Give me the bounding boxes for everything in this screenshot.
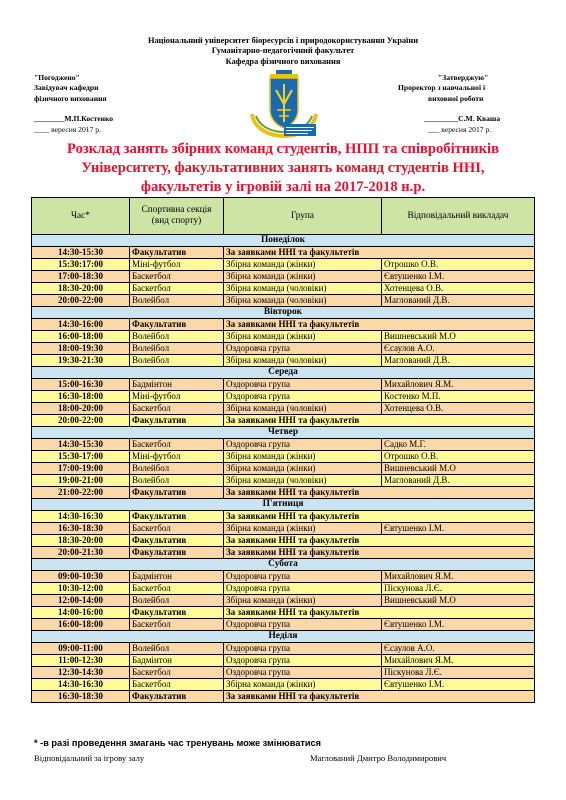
cell-group: Збірна команда (чоловіки) [224,283,382,295]
cell-group: За заявками ННІ та факультетів [224,691,535,703]
cell-group: За заявками ННІ та факультетів [224,487,535,499]
cell-time: 16:00-18:00 [32,619,130,631]
schedule-row [32,451,535,463]
cell-sport: Міні-футбол [130,451,224,463]
cell-group: Оздоровча група [224,571,382,583]
cell-teacher: Вишневський М.О [382,463,535,475]
schedule-row [32,511,535,523]
cell-group: Збірна команда (жінки) [224,523,382,535]
approval-right-role1: Проректор з навчальної і [398,83,486,93]
day-name: Понеділок [32,235,535,247]
day-name: Середа [32,367,535,379]
schedule-row [32,523,535,535]
schedule-row [32,571,535,583]
schedule-row [32,655,535,667]
cell-sport: Баскетбол [130,679,224,691]
approval-right-title: "Затверджую" [438,73,489,82]
cell-group: Збірна команда (жінки) [224,679,382,691]
approval-left-signature: ________М.П.Костенко [34,114,114,124]
day-name: Четвер [32,427,535,439]
cell-group: Збірна команда (жінки) [224,271,382,283]
schedule-title-line2: Університету, факультативних занять команд студентів ННІ, [81,160,485,176]
schedule-row [32,487,535,499]
cell-group: Оздоровча група [224,643,382,655]
cell-group: За заявками ННІ та факультетів [224,547,535,559]
approval-left-role2: фізичного виховання [34,93,107,103]
schedule-row [32,691,535,703]
cell-group: За заявками ННІ та факультетів [224,607,535,619]
cell-teacher: Маглований Д.В. [382,475,535,487]
cell-time: 15:30:17:00 [32,259,130,271]
schedule-header-row [32,198,535,235]
cell-group: За заявками ННІ та факультетів [224,535,535,547]
cell-sport: Факультатив [130,487,224,499]
cell-sport: Бадмінтон [130,571,224,583]
cell-group: Збірна команда (чоловіки) [224,403,382,415]
cell-sport: Баскетбол [130,439,224,451]
cell-teacher: Піскунова Л.Є. [382,583,535,595]
cell-time: 20:00-21:30 [32,547,130,559]
day-row [32,427,535,439]
cell-time: 11:00-12:30 [32,655,130,667]
day-row [32,307,535,319]
cell-time: 14:00-16:00 [32,607,130,619]
cell-sport: Волейбол [130,295,224,307]
cell-group: Оздоровча група [224,439,382,451]
schedule-row [32,547,535,559]
approval-right-signature: _________С.М. Кваша [424,114,501,124]
day-name: Субота [32,559,535,571]
cell-teacher: Вишневський М.О [382,595,535,607]
cell-time: 15:30-17:00 [32,451,130,463]
cell-sport: Волейбол [130,331,224,343]
schedule-row [32,391,535,403]
approval-right [398,73,501,135]
cell-teacher: Садко М.Г. [382,439,535,451]
cell-time: 20:00-22:00 [32,415,130,427]
cell-time: 18:30-20:00 [32,535,130,547]
faculty-name: Гуманітарно-педагогічний факультет [211,46,355,55]
cell-group: Оздоровча група [224,655,382,667]
cell-sport: Волейбол [130,343,224,355]
column-header-group: Група [224,198,382,235]
cell-sport: Баскетбол [130,619,224,631]
schedule-row [32,403,535,415]
approval-left-title: "Погоджено" [34,73,80,82]
cell-sport: Волейбол [130,595,224,607]
responsible-name: Маглований Дмитро Володимирович [310,753,447,763]
cell-group: Оздоровча група [224,379,382,391]
responsible-label: Відповідальний за ігрову залу [34,753,145,763]
cell-time: 19:00-21:00 [32,475,130,487]
schedule-title-line1: Розклад занять збірних команд студентів, НПП та співробітників [67,141,499,157]
cell-sport: Факультатив [130,535,224,547]
schedule-row [32,619,535,631]
cell-group: Збірна команда (жінки) [224,331,382,343]
cell-group: Збірна команда (жінки) [224,463,382,475]
cell-group: Оздоровча група [224,343,382,355]
cell-teacher: Отрошко О.В. [382,451,535,463]
cell-sport: Бадмінтон [130,655,224,667]
cell-sport: Волейбол [130,475,224,487]
schedule-row [32,343,535,355]
cell-teacher: Єсаулов А.О. [382,343,535,355]
cell-teacher: Єсаулов А.О. [382,643,535,655]
cell-sport: Факультатив [130,607,224,619]
university-crest-logo [246,70,322,138]
cell-group: Збірна команда (жінки) [224,451,382,463]
column-header-sport: Спортивна секція (вид спорту) [130,198,224,235]
cell-time: 14:30-15:30 [32,247,130,259]
cell-sport: Факультатив [130,415,224,427]
schedule-row [32,247,535,259]
schedule-row [32,283,535,295]
cell-group: Оздоровча група [224,583,382,595]
cell-teacher: Піскунова Л.Є. [382,667,535,679]
cell-time: 14:30-16:30 [32,511,130,523]
schedule-row [32,271,535,283]
cell-sport: Міні-футбол [130,391,224,403]
cell-sport: Волейбол [130,463,224,475]
day-row [32,631,535,643]
cell-group: Збірна команда (жінки) [224,259,382,271]
cell-sport: Факультатив [130,511,224,523]
schedule-row [32,643,535,655]
cell-group: Збірна команда (чоловіки) [224,475,382,487]
cell-time: 14:30-16:00 [32,319,130,331]
day-row [32,499,535,511]
cell-sport: Факультатив [130,319,224,331]
footnote: * -в разі проведення змагань час тренувань може змінюватися [34,738,321,748]
cell-time: 18:30-20:00 [32,283,130,295]
schedule-row [32,535,535,547]
approval-right-role2: виховної роботи [428,93,484,103]
cell-sport: Факультатив [130,547,224,559]
cell-time: 16:30-18:30 [32,523,130,535]
cell-teacher: Костенко М.П. [382,391,535,403]
department-name: Кафедра фізичного виховання [225,57,341,66]
day-row [32,559,535,571]
column-header-time: Час* [32,198,130,235]
column-header-teacher: Відповідальний викладач [382,198,535,235]
schedule-row [32,331,535,343]
cell-time: 17:00-18:30 [32,271,130,283]
schedule-row [32,607,535,619]
cell-teacher: Михайлович Я.М. [382,655,535,667]
cell-group: Оздоровча група [224,619,382,631]
day-row [32,235,535,247]
cell-teacher: Маглований Д.В. [382,355,535,367]
approval-left-date: ____ вересня 2017 р. [34,124,101,134]
cell-group: За заявками ННІ та факультетів [224,415,535,427]
cell-teacher: Євтушенко І.М. [382,679,535,691]
cell-teacher: Михайлович Я.М. [382,379,535,391]
day-name: П'ятниця [32,499,535,511]
cell-time: 18:00-20:00 [32,403,130,415]
schedule-row [32,295,535,307]
cell-teacher: Отрошко О.В. [382,259,535,271]
cell-sport: Баскетбол [130,523,224,535]
approval-right-date: ___ вересня 2017 р. [428,124,492,134]
schedule-title [40,140,526,197]
cell-sport: Волейбол [130,355,224,367]
cell-sport: Баскетбол [130,403,224,415]
university-name: Національний університет біоресурсів і природокористування України [147,36,419,45]
schedule-row [32,319,535,331]
cell-time: 17:00-19:00 [32,463,130,475]
cell-group: За заявками ННІ та факультетів [224,511,535,523]
schedule-table [31,197,535,703]
schedule-row [32,259,535,271]
cell-time: 10:30-12:00 [32,583,130,595]
cell-time: 18:00-19:30 [32,343,130,355]
schedule-row [32,679,535,691]
cell-teacher: Маглований Д.В. [382,295,535,307]
cell-sport: Бадмінтон [130,379,224,391]
cell-sport: Міні-футбол [130,259,224,271]
cell-group: Збірна команда (чоловіки) [224,355,382,367]
schedule-row [32,379,535,391]
cell-sport: Факультатив [130,691,224,703]
schedule-row [32,667,535,679]
schedule-title-line3: факультетів у ігровій залі на 2017-2018 н.р. [140,179,426,195]
schedule-row [32,439,535,451]
cell-time: 12:00-14:00 [32,595,130,607]
schedule-row [32,355,535,367]
cell-teacher: Євтушенко І.М. [382,523,535,535]
schedule-row [32,463,535,475]
cell-time: 21:00-22:00 [32,487,130,499]
cell-group: За заявками ННІ та факультетів [224,319,535,331]
cell-time: 09:00-10:30 [32,571,130,583]
cell-group: За заявками ННІ та факультетів [224,247,535,259]
day-name: Неділя [32,631,535,643]
schedule-row [32,595,535,607]
cell-time: 15:00-16:30 [32,379,130,391]
cell-time: 12:30-14:30 [32,667,130,679]
approval-left-role1: Завідувач кафедри [34,83,99,93]
day-row [32,367,535,379]
cell-time: 19:30-21:30 [32,355,130,367]
cell-sport: Волейбол [130,643,224,655]
cell-time: 20:00-22:00 [32,295,130,307]
cell-sport: Факультатив [130,247,224,259]
schedule-row [32,475,535,487]
day-name: Вівторок [32,307,535,319]
schedule-row [32,583,535,595]
cell-group: Оздоровча група [224,667,382,679]
cell-time: 16:30-18:30 [32,691,130,703]
cell-group: Збірна команда (чоловіки) [224,295,382,307]
cell-teacher: Хотенцева О.В. [382,403,535,415]
cell-group: Збірна команда (жінки) [224,595,382,607]
cell-teacher: Вишневський М.О [382,331,535,343]
cell-sport: Баскетбол [130,271,224,283]
cell-teacher: Євтушенко І.М. [382,271,535,283]
cell-group: Оздоровча група [224,391,382,403]
cell-sport: Баскетбол [130,583,224,595]
cell-teacher: Євтушенко І.М. [382,619,535,631]
cell-time: 09:00-11:00 [32,643,130,655]
cell-time: 16:00-18:00 [32,331,130,343]
cell-time: 14:30-16:30 [32,679,130,691]
cell-time: 14:30-15:30 [32,439,130,451]
schedule-row [32,415,535,427]
cell-sport: Баскетбол [130,283,224,295]
cell-teacher: Михайлович Я.М. [382,571,535,583]
cell-sport: Баскетбол [130,667,224,679]
approval-left [34,73,113,135]
cell-teacher: Хотенцева О.В. [382,283,535,295]
cell-time: 16:30-18:00 [32,391,130,403]
